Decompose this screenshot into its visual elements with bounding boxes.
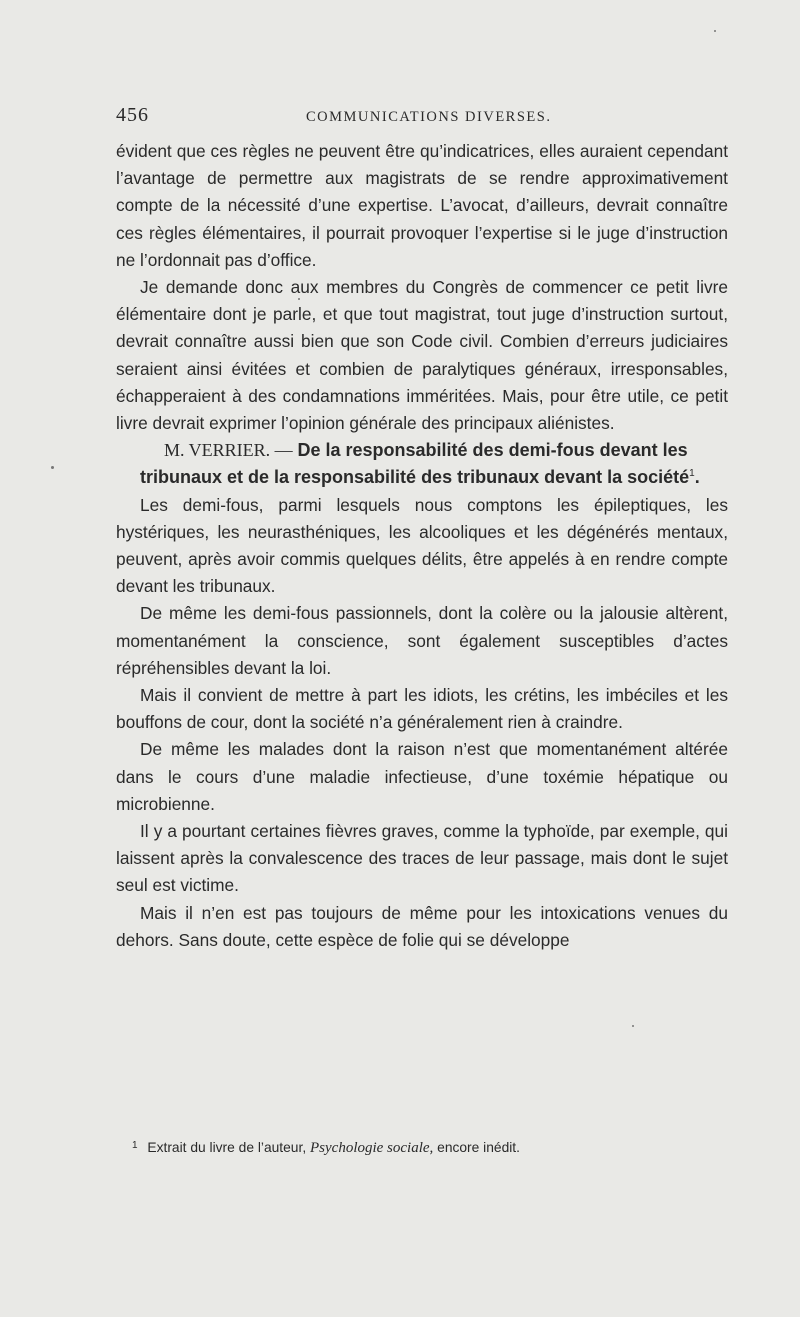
paper-speck: [632, 1025, 634, 1027]
paragraph-2: Je demande donc aux membres du Congrès de commencer ce petit livre élémentaire dont je parle, et que tout magistrat, tout juge d’instruction surtout, devrait connaître aussi bien que son Code civil. Combien d’erreurs judiciaires seraient ainsi évitées et combien de paralytiques généraux, irresponsables, échapperaient à des condamnations imméritées. Mais, pour être utile, ce petit livre devrait exprimer l’opinion générale des principaux aliénistes.: [116, 277, 728, 434]
paper-speck: [298, 298, 300, 300]
footnote-suffix: encore inédit.: [437, 1140, 520, 1155]
footnote: [132, 1140, 732, 1157]
footnote-reference: 1: [689, 468, 695, 480]
body-text: [116, 138, 728, 954]
paragraph-5: Mais il convient de mettre à part les idiots, les crétins, les imbéciles et les bouffons de cour, dont la société n’a généralement rien à craindre.: [116, 685, 728, 733]
running-title: COMMUNICATIONS DIVERSES.: [306, 109, 552, 125]
paragraph-8: Mais il n’en est pas toujours de même pour les intoxications venues du dehors. Sans doute, cette espèce de folie qui se développe: [116, 902, 728, 950]
section-title-end: .: [694, 467, 700, 488]
footnote-book-title: Psychologie sociale,: [310, 1140, 434, 1156]
section-author: M. VERRIER. —: [164, 440, 293, 461]
paragraph-6: De même les malades dont la raison n’est que momentanément altérée dans le cours d’une maladie infectieuse, d’une toxémie hépatique ou microbienne.: [116, 739, 728, 814]
paragraph-7: Il y a pourtant certaines fièvres graves, comme la typhoïde, par exemple, qui laissent après la convalescence des traces de leur passage, mais dont le sujet seul est victime.: [116, 821, 728, 896]
page-number: 456: [116, 104, 149, 126]
paper-speck: [51, 466, 54, 469]
footnote-text: Extrait du livre de l’auteur,: [147, 1140, 307, 1155]
section-heading: [116, 437, 728, 491]
page-header: [116, 104, 736, 127]
section-title: De la responsabilité des demi-fous devant les tribunaux et de la responsabilité des tribunaux devant la société: [140, 440, 690, 488]
paragraph-1: évident que ces règles ne peuvent être qu’indicatrices, elles auraient cependant l’avantage de permettre aux magistrats de se rendre approximativement compte de la nécessité d’une expertise. L’avocat, d’ailleurs, devrait connaître ces règles élémentaires, il pourrait provoquer l’expertise si le juge d’instruction ne l’ordonnait pas d’office.: [116, 141, 728, 270]
paragraph-4: De même les demi-fous passionnels, dont la colère ou la jalousie altèrent, momentanément la conscience, sont également susceptibles d’actes répréhensibles devant la loi.: [116, 603, 728, 678]
paragraph-3: Les demi-fous, parmi lesquels nous comptons les épileptiques, les hystériques, les neurasthéniques, les alcooliques et les dégénérés mentaux, peuvent, après avoir commis quelques délits, être appelés à en rendre compte devant les tribunaux.: [116, 494, 728, 597]
paper-speck: [714, 30, 716, 32]
footnote-marker: 1: [132, 1140, 138, 1151]
